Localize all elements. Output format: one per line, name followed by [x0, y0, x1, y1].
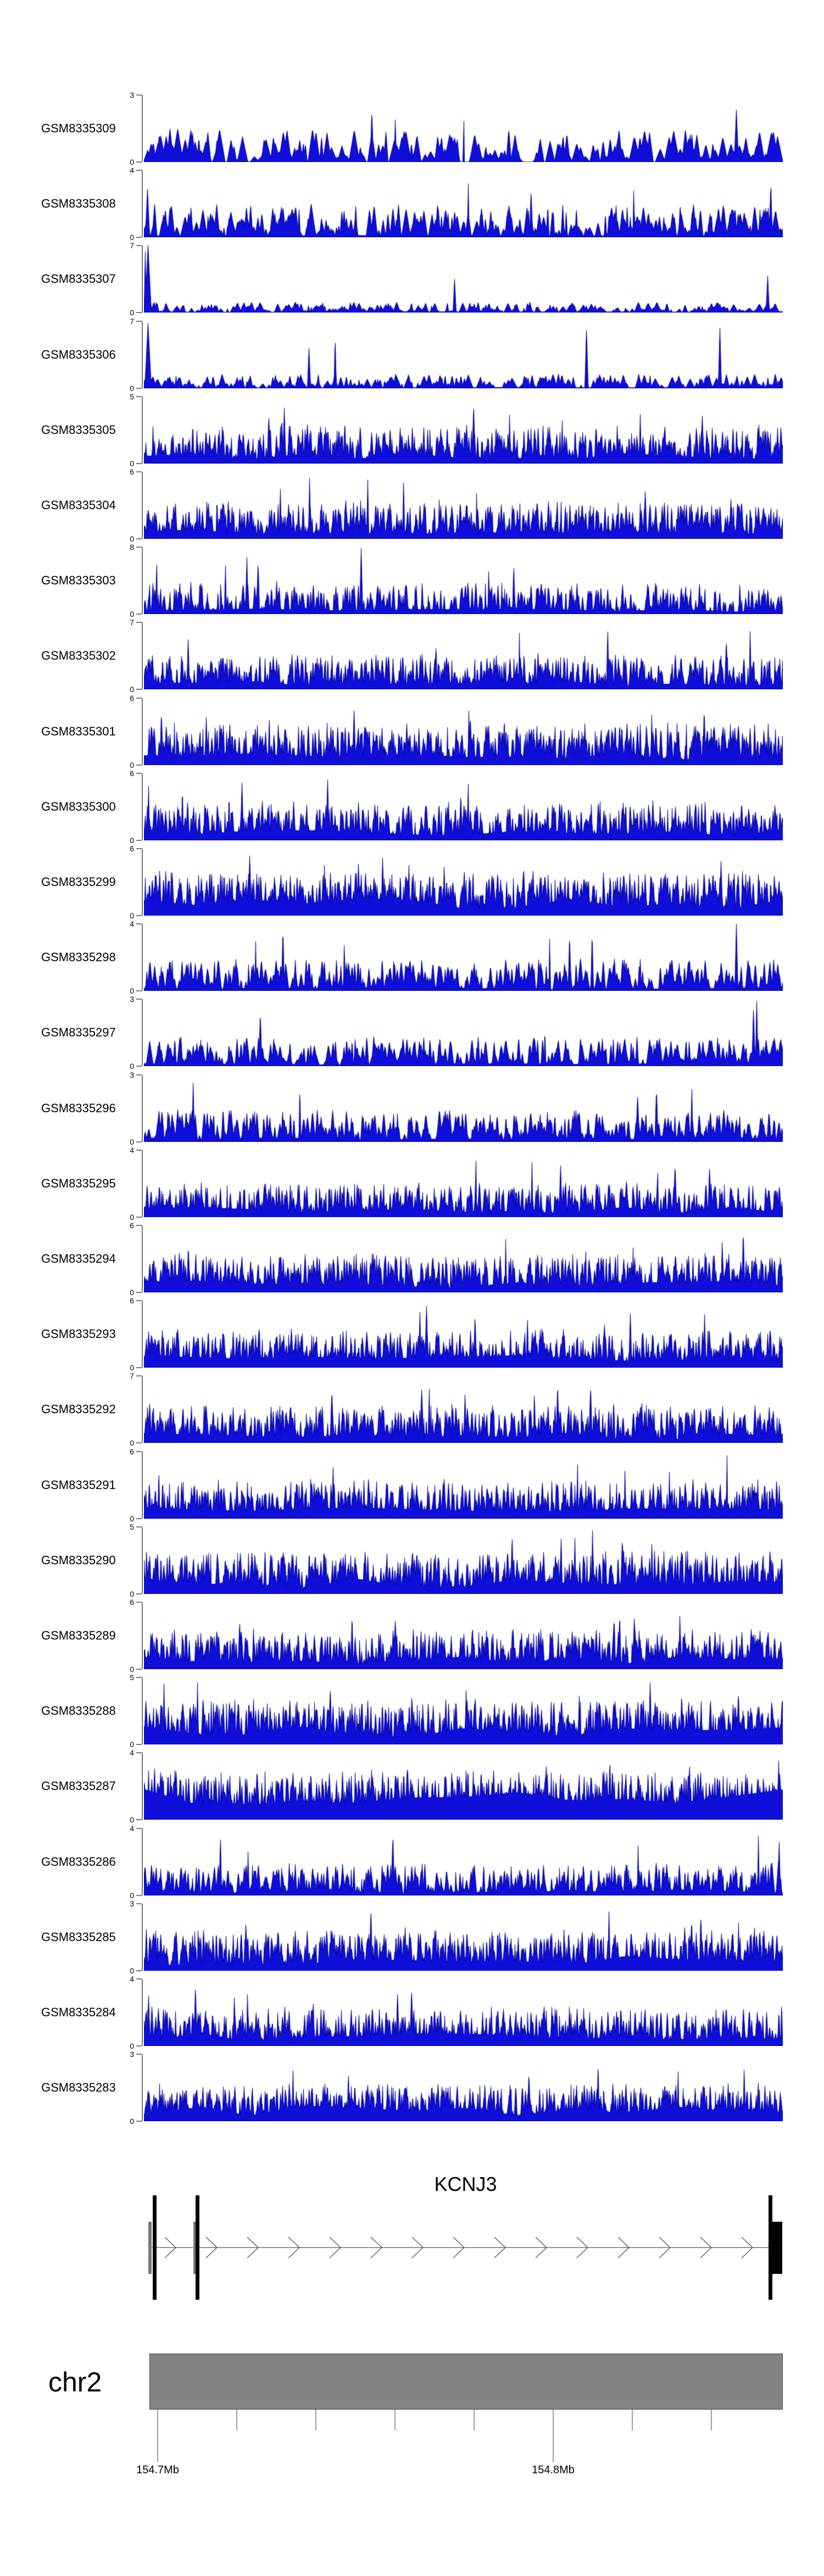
- track-ymax-label: 4: [130, 1975, 134, 1983]
- coverage-signal-area: [144, 849, 783, 916]
- track-y-axis-line: [142, 622, 143, 689]
- coverage-signal-area: [144, 924, 783, 991]
- track-y-axis-zero-tick: [136, 1669, 142, 1670]
- track-ymax-label: 5: [130, 1522, 134, 1531]
- track-ymax-label: 7: [130, 618, 134, 627]
- track-ymin-label: 0: [130, 1740, 134, 1749]
- track-y-axis-zero-tick: [136, 161, 142, 163]
- track-ymax-label: 7: [130, 241, 134, 250]
- track-y-axis-top-tick: [136, 698, 142, 699]
- track-y-axis-top-tick: [136, 1752, 142, 1753]
- signal-track-row: [0, 316, 824, 393]
- track-y-axis-line: [142, 246, 143, 313]
- track-y-axis-top-tick: [136, 1526, 142, 1527]
- track-y-axis-line: [142, 1452, 143, 1519]
- track-ymin-label: 0: [130, 760, 134, 770]
- track-y-axis-zero-tick: [136, 237, 142, 238]
- track-y-axis-top-tick: [136, 94, 142, 96]
- signal-track-row: [0, 1673, 824, 1749]
- track-y-axis-line: [142, 397, 143, 464]
- track-y-axis-zero-tick: [136, 2045, 142, 2047]
- signal-track-row: [0, 1070, 824, 1146]
- signal-track-row: [0, 693, 824, 770]
- track-ymax-label: 3: [130, 2050, 134, 2059]
- signal-track-row: [0, 1899, 824, 1975]
- track-ymin-label: 0: [130, 459, 134, 468]
- track-y-axis-line: [142, 1301, 143, 1368]
- chromosome-region-bar: [149, 2354, 783, 2410]
- signal-track-row: [0, 1145, 824, 1222]
- track-ymin-label: 0: [130, 1665, 134, 1674]
- track-y-axis-zero-tick: [136, 463, 142, 464]
- track-ymax-label: 7: [130, 316, 134, 326]
- track-y-axis-top-tick: [136, 1074, 142, 1075]
- track-ymin-label: 0: [130, 233, 134, 242]
- track-y-axis-zero-tick: [136, 1895, 142, 1896]
- track-sample-label: GSM8335283: [41, 2081, 116, 2095]
- exon-box-half-height: [148, 2222, 152, 2274]
- axis-label-left: 154.7Mb: [136, 2464, 179, 2476]
- coverage-signal-area: [144, 1150, 783, 1217]
- track-y-axis-line: [142, 1075, 143, 1142]
- signal-track-row: [0, 1447, 824, 1523]
- track-y-axis-zero-tick: [136, 840, 142, 841]
- track-sample-label: GSM8335297: [41, 1025, 116, 1040]
- track-y-axis-line: [142, 2054, 143, 2121]
- track-y-axis-top-tick: [136, 1150, 142, 1151]
- track-ymin-label: 0: [130, 911, 134, 920]
- track-ymin-label: 0: [130, 1137, 134, 1146]
- track-ymax-label: 6: [130, 844, 134, 853]
- track-ymax-label: 6: [130, 693, 134, 702]
- track-ymin-label: 0: [130, 1062, 134, 1071]
- coverage-signal-area: [144, 1452, 783, 1519]
- track-y-axis-top-tick: [136, 1225, 142, 1226]
- track-ymin-label: 0: [130, 1589, 134, 1598]
- track-ymax-label: 4: [130, 1145, 134, 1155]
- track-y-axis-top-tick: [136, 396, 142, 397]
- track-y-axis-zero-tick: [136, 2121, 142, 2122]
- track-y-axis-top-tick: [136, 1451, 142, 1452]
- signal-track-row: [0, 241, 824, 317]
- track-sample-label: GSM8335291: [41, 1477, 116, 1492]
- coverage-signal-area: [144, 1301, 783, 1368]
- chromosome-label: chr2: [48, 2367, 102, 2397]
- track-y-axis-zero-tick: [136, 990, 142, 991]
- coverage-signal-area: [144, 547, 783, 614]
- track-sample-label: GSM8335300: [41, 799, 116, 813]
- track-sample-label: GSM8335293: [41, 1327, 116, 1341]
- track-sample-label: GSM8335292: [41, 1402, 116, 1417]
- track-ymin-label: 0: [130, 1966, 134, 1975]
- track-y-axis-zero-tick: [136, 689, 142, 690]
- track-y-axis-top-tick: [136, 848, 142, 849]
- track-y-axis-line: [142, 999, 143, 1066]
- track-y-axis-zero-tick: [136, 1518, 142, 1519]
- track-ymin-label: 0: [130, 1815, 134, 1825]
- exon-box-full-height: [153, 2195, 157, 2300]
- signal-track-row: [0, 995, 824, 1071]
- coverage-signal-area: [144, 95, 783, 162]
- track-y-axis-top-tick: [136, 999, 142, 1000]
- track-ymax-label: 3: [130, 1899, 134, 1908]
- track-y-axis-zero-tick: [136, 388, 142, 389]
- track-ymax-label: 6: [130, 467, 134, 476]
- track-ymin-label: 0: [130, 835, 134, 845]
- track-y-axis-line: [142, 924, 143, 991]
- signal-track-row: [0, 543, 824, 619]
- track-ymin-label: 0: [130, 383, 134, 393]
- track-ymin-label: 0: [130, 158, 134, 166]
- track-y-axis-top-tick: [136, 1978, 142, 1980]
- track-ymin-label: 0: [130, 2042, 134, 2050]
- track-y-axis-top-tick: [136, 471, 142, 472]
- track-sample-label: GSM8335288: [41, 1704, 116, 1718]
- track-ymax-label: 4: [130, 166, 134, 175]
- signal-track-row: [0, 1748, 824, 1825]
- track-y-axis-line: [142, 1677, 143, 1744]
- signal-track-row: [0, 768, 824, 845]
- track-sample-label: GSM8335302: [41, 649, 116, 663]
- track-ymin-label: 0: [130, 2117, 134, 2126]
- exon-box-half-height: [772, 2222, 782, 2274]
- track-y-axis-zero-tick: [136, 312, 142, 313]
- track-y-axis-zero-tick: [136, 1217, 142, 1218]
- track-y-axis-zero-tick: [136, 1970, 142, 1971]
- track-sample-label: GSM8335287: [41, 1779, 116, 1793]
- track-y-axis-line: [142, 1979, 143, 2046]
- coverage-signal-area: [144, 1527, 783, 1594]
- track-y-axis-line: [142, 698, 143, 765]
- track-ymax-label: 4: [130, 1824, 134, 1833]
- track-y-axis-line: [142, 1753, 143, 1820]
- coverage-signal-area: [144, 1602, 783, 1669]
- track-y-axis-zero-tick: [136, 1367, 142, 1368]
- track-ymax-label: 7: [130, 1371, 134, 1381]
- track-ymax-label: 6: [130, 1598, 134, 1607]
- signal-track-row: [0, 844, 824, 920]
- track-sample-label: GSM8335296: [41, 1101, 116, 1115]
- signal-track-row: [0, 392, 824, 468]
- track-y-axis-zero-tick: [136, 1292, 142, 1293]
- track-ymin-label: 0: [130, 308, 134, 317]
- track-y-axis-top-tick: [136, 1828, 142, 1829]
- signal-track-row: [0, 1296, 824, 1373]
- track-y-axis-zero-tick: [136, 614, 142, 615]
- signal-track-row: [0, 2050, 824, 2126]
- track-y-axis-top-tick: [136, 1300, 142, 1301]
- signal-track-row: [0, 1975, 824, 2050]
- track-ymin-label: 0: [130, 1288, 134, 1297]
- track-y-axis-line: [142, 547, 143, 614]
- track-y-axis-top-tick: [136, 1677, 142, 1678]
- exon-box-full-height: [769, 2195, 772, 2300]
- track-y-axis-top-tick: [136, 1903, 142, 1904]
- coverage-signal-area: [144, 1677, 783, 1744]
- track-y-axis-line: [142, 95, 143, 162]
- track-ymax-label: 4: [130, 1748, 134, 1758]
- coverage-signal-area: [144, 698, 783, 765]
- track-y-axis-top-tick: [136, 622, 142, 623]
- coverage-signal-area: [144, 1075, 783, 1142]
- coverage-signal-area: [144, 472, 783, 539]
- track-y-axis-line: [142, 472, 143, 539]
- signal-track-row: [0, 166, 824, 242]
- track-y-axis-line: [142, 1602, 143, 1669]
- coverage-signal-area: [144, 1979, 783, 2046]
- track-y-axis-zero-tick: [136, 1593, 142, 1594]
- track-ymax-label: 3: [130, 995, 134, 1004]
- track-sample-label: GSM8335306: [41, 347, 116, 361]
- track-ymax-label: 6: [130, 1296, 134, 1306]
- coverage-signal-area: [144, 1225, 783, 1292]
- track-y-axis-zero-tick: [136, 1442, 142, 1443]
- exon-box-full-height: [196, 2195, 199, 2300]
- signal-track-row: [0, 919, 824, 996]
- track-y-axis-line: [142, 321, 143, 388]
- track-sample-label: GSM8335294: [41, 1252, 116, 1265]
- track-y-axis-line: [142, 1527, 143, 1594]
- track-y-axis-zero-tick: [136, 1066, 142, 1067]
- track-y-axis-top-tick: [136, 923, 142, 924]
- track-ymax-label: 6: [130, 1447, 134, 1456]
- signal-track-row: [0, 91, 824, 166]
- coverage-signal-area: [144, 2054, 783, 2121]
- track-sample-label: GSM8335298: [41, 950, 116, 964]
- track-ymax-label: 4: [130, 919, 134, 929]
- coverage-signal-area: [144, 999, 783, 1066]
- track-ymin-label: 0: [130, 610, 134, 619]
- track-sample-label: GSM8335303: [41, 573, 116, 588]
- track-y-axis-top-tick: [136, 1375, 142, 1376]
- track-ymin-label: 0: [130, 1514, 134, 1523]
- track-y-axis-top-tick: [136, 1602, 142, 1603]
- coverage-signal-area: [144, 170, 783, 237]
- track-y-axis-top-tick: [136, 2054, 142, 2055]
- track-ymin-label: 0: [130, 1438, 134, 1448]
- track-ymin-label: 0: [130, 986, 134, 996]
- track-y-axis-top-tick: [136, 773, 142, 774]
- coverage-signal-area: [144, 1753, 783, 1820]
- track-ymax-label: 3: [130, 91, 134, 99]
- track-sample-label: GSM8335304: [41, 498, 116, 512]
- coverage-signal-area: [144, 1376, 783, 1443]
- track-y-axis-top-tick: [136, 245, 142, 246]
- track-sample-label: GSM8335299: [41, 875, 116, 889]
- track-y-axis-top-tick: [136, 170, 142, 171]
- track-y-axis-zero-tick: [136, 1819, 142, 1820]
- coverage-signal-area: [144, 622, 783, 689]
- track-sample-label: GSM8335290: [41, 1553, 116, 1567]
- track-y-axis-zero-tick: [136, 1744, 142, 1745]
- track-ymin-label: 0: [130, 1891, 134, 1900]
- signal-track-row: [0, 1598, 824, 1674]
- coverage-signal-area: [144, 1904, 783, 1971]
- exon-box-half-height: [193, 2222, 196, 2274]
- track-y-axis-zero-tick: [136, 765, 142, 766]
- track-sample-label: GSM8335307: [41, 272, 116, 286]
- track-sample-label: GSM8335301: [41, 724, 116, 738]
- track-y-axis-line: [142, 1225, 143, 1292]
- track-sample-label: GSM8335295: [41, 1176, 116, 1190]
- track-ymax-label: 5: [130, 392, 134, 401]
- track-sample-label: GSM8335286: [41, 1854, 116, 1869]
- track-ymax-label: 6: [130, 768, 134, 778]
- axis-label-right: 154.8Mb: [532, 2464, 575, 2476]
- coverage-signal-area: [144, 321, 783, 388]
- track-y-axis-zero-tick: [136, 1141, 142, 1142]
- track-ymin-label: 0: [130, 685, 134, 694]
- track-ymax-label: 3: [130, 1070, 134, 1079]
- track-ymin-label: 0: [130, 534, 134, 543]
- track-y-axis-line: [142, 1828, 143, 1895]
- track-ymax-label: 8: [130, 543, 134, 552]
- coverage-signal-area: [144, 246, 783, 313]
- signal-track-row: [0, 1522, 824, 1598]
- track-sample-label: GSM8335309: [41, 121, 116, 135]
- gene-name-label: KCNJ3: [434, 2173, 497, 2195]
- track-y-axis-zero-tick: [136, 915, 142, 916]
- track-y-axis-line: [142, 1376, 143, 1443]
- track-sample-label: GSM8335285: [41, 1930, 116, 1944]
- signal-track-row: [0, 1371, 824, 1448]
- coverage-signal-area: [144, 397, 783, 464]
- signal-track-row: [0, 618, 824, 694]
- track-y-axis-line: [142, 773, 143, 840]
- track-y-axis-line: [142, 849, 143, 916]
- signal-track-row: [0, 1824, 824, 1900]
- track-y-axis-line: [142, 1150, 143, 1217]
- track-ymax-label: 6: [130, 1221, 134, 1230]
- signal-track-row: [0, 1221, 824, 1297]
- track-ymin-label: 0: [130, 1212, 134, 1222]
- track-sample-label: GSM8335284: [41, 2005, 116, 2019]
- track-sample-label: GSM8335305: [41, 422, 116, 437]
- track-ymax-label: 5: [130, 1673, 134, 1682]
- coverage-signal-area: [144, 1828, 783, 1895]
- signal-track-row: [0, 467, 824, 543]
- coverage-signal-area: [144, 773, 783, 840]
- track-y-axis-top-tick: [136, 547, 142, 548]
- gene-model-track: [0, 2170, 824, 2318]
- track-ymin-label: 0: [130, 1363, 134, 1373]
- track-y-axis-top-tick: [136, 321, 142, 322]
- track-sample-label: GSM8335308: [41, 197, 116, 211]
- track-y-axis-line: [142, 170, 143, 237]
- track-sample-label: GSM8335289: [41, 1629, 116, 1642]
- track-y-axis-line: [142, 1904, 143, 1971]
- track-y-axis-zero-tick: [136, 538, 142, 539]
